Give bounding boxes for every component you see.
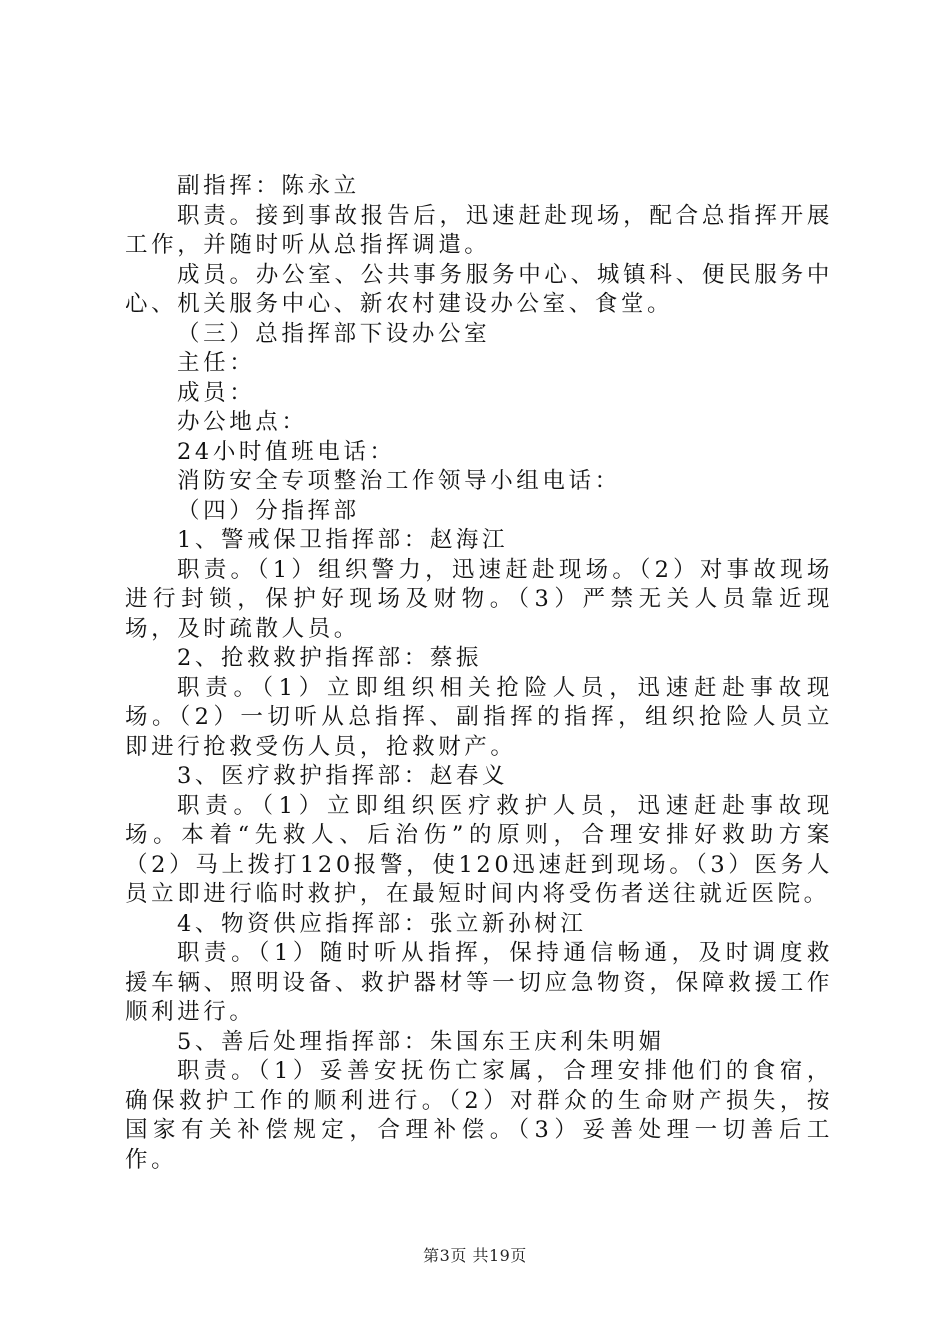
section-heading-office: （三）总指挥部下设办公室 xyxy=(177,320,491,347)
paragraph-rescue-duty: 职责。（1）立即组织相关抢险人员，迅速赶赴事故现场。（2）一切听从总指挥、副指挥的指挥，组织抢险人员立即进行抢救受伤人员，抢救财产。 xyxy=(125,674,833,760)
paragraph-deputy-members: 成员。办公室、公共事务服务中心、城镇科、便民服务中心、机关服务中心、新农村建设办公室、食堂。 xyxy=(125,261,833,317)
paragraph-aftermath-duty: 职责。（1）妥善安抚伤亡家属，合理安排他们的食宿，确保救护工作的顺利进行。（2）对群众的生命财产损失，按国家有关补偿规定，合理补偿。（3）妥善处理一切善后工作。 xyxy=(125,1058,833,1173)
page-number-footer: 第3页 共19页 xyxy=(423,1246,527,1265)
paragraph-rescue-command: 2、抢救救护指挥部：蔡振 xyxy=(177,645,483,671)
paragraph-aftermath-command: 5、善后处理指挥部：朱国东王庆利朱明媚 xyxy=(177,1028,665,1055)
paragraph-members: 成员： xyxy=(177,379,256,406)
paragraph-director: 主任： xyxy=(177,350,256,376)
paragraph-deputy-duty: 职责。接到事故报告后，迅速赶赴现场，配合总指挥开展工作，并随时听从总指挥调遣。 xyxy=(125,202,833,258)
paragraph-security-command: 1、警戒保卫指挥部：赵海江 xyxy=(177,527,509,553)
paragraph-security-duty: 职责。（1）组织警力，迅速赶赴现场。（2）对事故现场进行封锁，保护好现场及财物。（3）严禁无关人员靠近现场，及时疏散人员。 xyxy=(125,556,833,642)
paragraph-leadership-phone: 消防安全专项整治工作领导小组电话： xyxy=(177,468,621,494)
paragraph-duty-phone: 24小时值班电话： xyxy=(177,438,396,465)
paragraph-medical-duty: 职责。（1）立即组织医疗救护人员，迅速赶赴事故现场。本着“先救人、后治伤”的原则，合理安排好救助方案（2）马上拨打120报警，使120迅速赶到现场。（3）医务人员立即进行临时救护，在最短时间内将受伤者送往就近医院。 xyxy=(125,792,833,907)
section-heading-sub-commands: （四）分指挥部 xyxy=(177,497,360,524)
paragraph-office-location: 办公地点： xyxy=(177,409,308,435)
document-body xyxy=(125,172,833,1175)
paragraph-supply-command: 4、物资供应指挥部：张立新孙树江 xyxy=(177,910,587,937)
paragraph-medical-command: 3、医疗救护指挥部：赵春义 xyxy=(177,763,509,789)
paragraph-supply-duty: 职责。（1）随时听从指挥，保持通信畅通，及时调度救援车辆、照明设备、救护器材等一切应急物资，保障救援工作顺利进行。 xyxy=(125,940,833,1025)
paragraph-deputy-commander: 副指挥：陈永立 xyxy=(177,173,360,199)
